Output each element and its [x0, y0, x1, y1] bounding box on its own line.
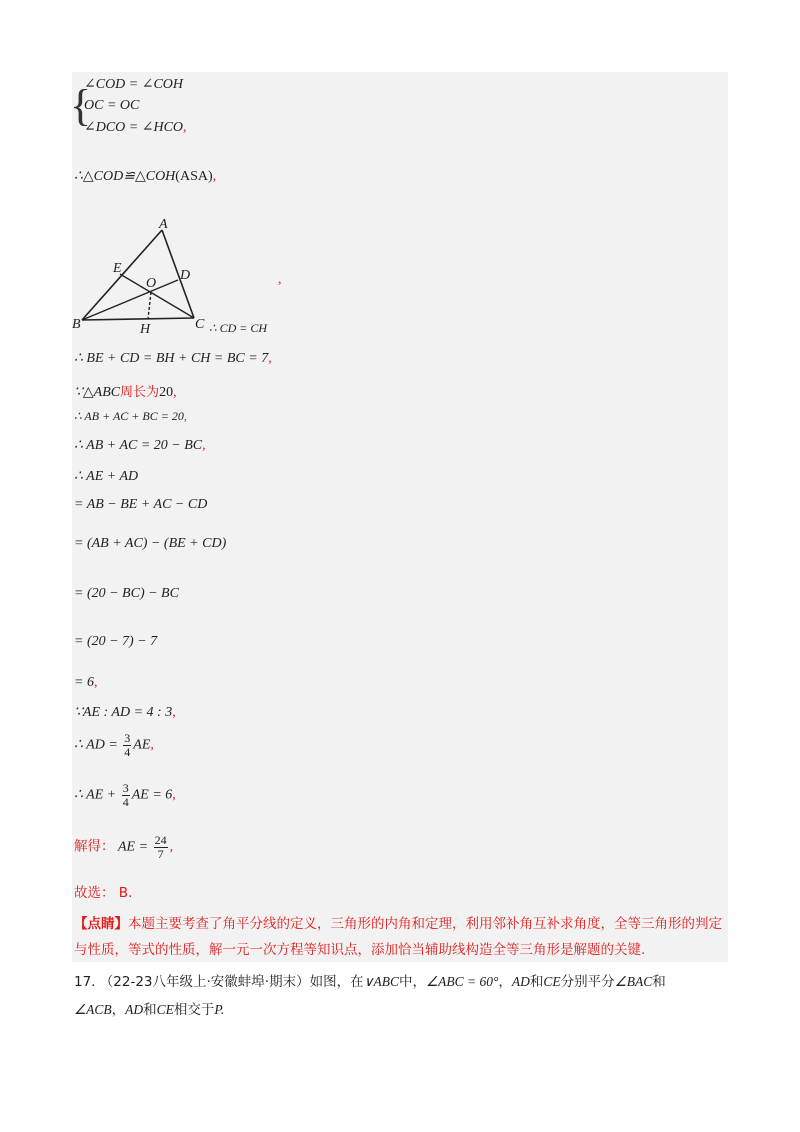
fraction-3-4: $\frac{3}{4}$ — [124, 731, 131, 759]
segment-oh — [148, 292, 151, 319]
fraction-line-sum: ∴ AE + $\frac{3}{4}$ AE = 6, — [74, 781, 176, 809]
derivation-line-3: ∴ AB + AC + BC = 20, — [74, 409, 187, 423]
label-b: B — [72, 317, 81, 332]
comment-paragraph: 【点睛】本题主要考查了角平分线的定义，三角形的内角和定理，利用邻补角互补求角度，全等三角形的判定与性质，等式的性质，解一元一次方程等知识点，添加恰当辅助线构造全等三角形是解题的关键. — [74, 916, 722, 958]
derivation-line-7: = (AB + AC) − (BE + CD) — [74, 536, 227, 551]
fraction-24-7: $\frac{24}{7}$ — [154, 833, 167, 861]
answer-line: 故选： B. — [74, 885, 133, 901]
question-17: 17. （22-23八年级上·安徽蚌埠·期末）如图，在∨ABC中，∠ABC = 60°，AD和CE分别平分∠BAC和 ∠ACB，AD和CE相交于P. — [74, 974, 666, 1018]
congruence-line: ∴△COD≌△COH(ASA), — [74, 169, 217, 184]
derivation-line-6: = AB − BE + AC − CD — [74, 497, 208, 512]
label-e: E — [113, 261, 122, 276]
derivation-line-5: ∴ AE + AD — [74, 469, 139, 484]
derivation-line-10: = 6, — [74, 675, 98, 690]
derivation-line-8: = (20 − BC) − BC — [74, 586, 179, 601]
system-line-2: OC = OC — [84, 98, 140, 113]
fraction-line-ad: ∴ AD = $\frac{3}{4}$ AE, — [74, 731, 154, 759]
triangle-figure — [70, 212, 220, 337]
side-bc — [82, 318, 194, 320]
label-a: A — [159, 217, 168, 232]
figure-side-mark: , — [278, 272, 282, 287]
derivation-line-11: ∵AE : AD = 4 : 3, — [74, 705, 176, 720]
label-o: O — [146, 276, 157, 291]
derivation-line-4: ∴ AB + AC = 20 − BC, — [74, 438, 206, 453]
derivation-line-9: = (20 − 7) − 7 — [74, 634, 158, 649]
fraction-3-4: $\frac{3}{4}$ — [122, 781, 129, 809]
label-h: H — [140, 322, 151, 337]
system-line-1: ∠COD = ∠COH — [84, 77, 184, 92]
derivation-line-2: ∵△ABC周长为20, — [74, 385, 177, 400]
system-line-3: ∠DCO = ∠HCO, — [84, 120, 187, 135]
solution-panel — [72, 72, 728, 962]
system-brace: { — [70, 81, 92, 130]
label-c: C — [195, 317, 205, 332]
solve-line: 解得： AE = $\frac{24}{7}$ , — [74, 833, 174, 861]
figure-conclusion: ∴ CD = CH — [209, 321, 268, 335]
label-d: D — [180, 268, 191, 283]
derivation-line-1: ∴ BE + CD = BH + CH = BC = 7, — [74, 351, 272, 366]
